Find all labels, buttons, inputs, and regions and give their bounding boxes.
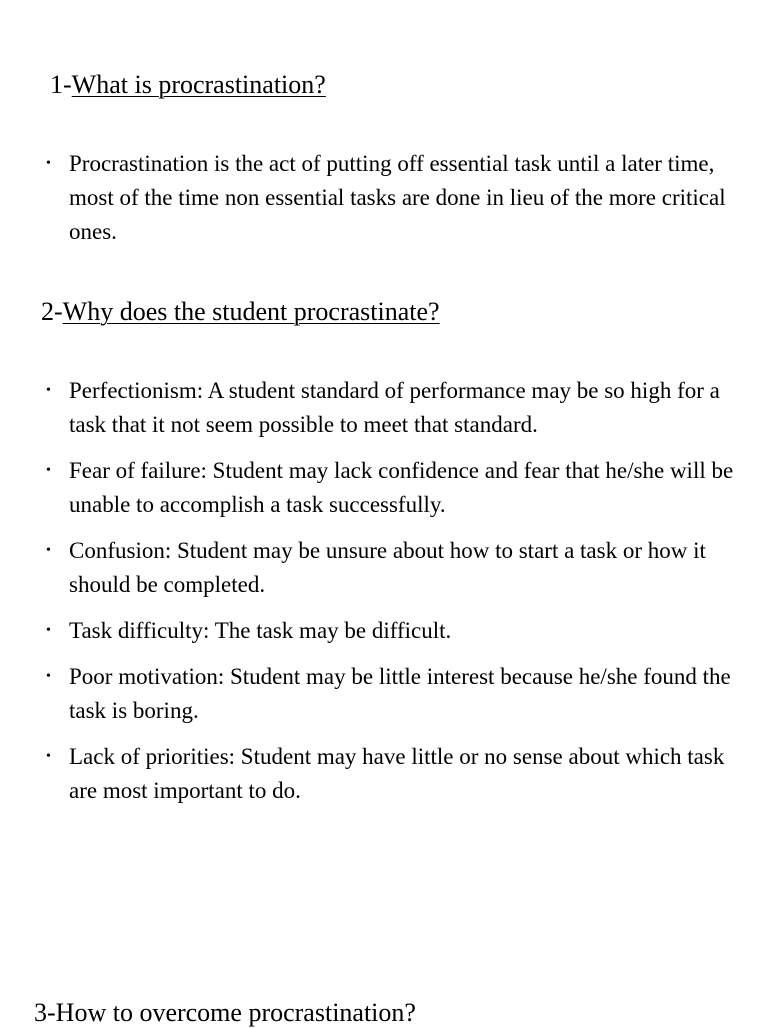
- list-item-text: Confusion: Student may be unsure about how to start a task or how it should be completed.: [69, 538, 706, 597]
- bullet-icon: •: [46, 383, 51, 398]
- section-3-title: How to overcome procrastination?: [55, 998, 416, 1027]
- list-item-text: Perfectionism: A student standard of performance may be so high for a task that it not seem possible to meet that standard.: [69, 378, 720, 437]
- list-item-text: Fear of failure: Student may lack confidence and fear that he/she will be unable to accomplish a task successfully.: [69, 458, 734, 517]
- bullet-icon: •: [46, 156, 51, 171]
- list-item: [0, 660, 768, 728]
- section-1-list: [0, 147, 768, 261]
- list-item-text: Poor motivation: Student may be little interest because he/she found the task is boring.: [69, 664, 731, 723]
- list-item: [0, 147, 768, 249]
- bullet-icon: •: [46, 543, 51, 558]
- section-2-number: 2-: [41, 297, 63, 326]
- bullet-icon: •: [46, 623, 51, 638]
- list-item: [0, 740, 768, 808]
- bullet-icon: •: [46, 749, 51, 764]
- section-2-heading: [41, 297, 440, 327]
- section-1-heading: [50, 70, 326, 100]
- list-item: [0, 454, 768, 522]
- list-item-text: Task difficulty: The task may be difficult.: [69, 618, 452, 643]
- list-item: [0, 534, 768, 602]
- section-2-title: Why does the student procrastinate?: [62, 297, 440, 326]
- list-item-text: Lack of priorities: Student may have little or no sense about which task are most important to do.: [69, 744, 725, 803]
- bullet-icon: •: [46, 463, 51, 478]
- list-item: [0, 614, 768, 648]
- section-2-list: [0, 374, 768, 820]
- section-3-number: 3-: [34, 998, 56, 1027]
- list-item-text: Procrastination is the act of putting off essential task until a later time, most of the time non essential tasks are done in lieu of the more critical ones.: [69, 151, 726, 244]
- section-1-title: What is procrastination?: [71, 70, 326, 99]
- section-1-number: 1-: [50, 70, 72, 99]
- list-item: [0, 374, 768, 442]
- bullet-icon: •: [46, 669, 51, 684]
